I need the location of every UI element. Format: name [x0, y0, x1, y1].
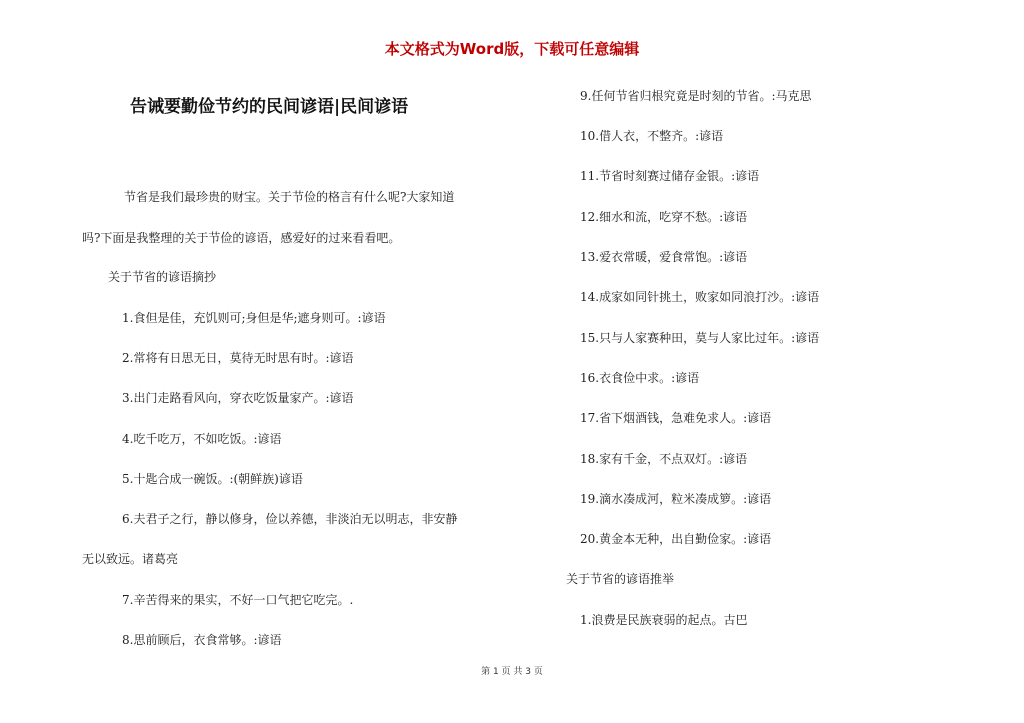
proverb-item: 7.辛苦得来的果实，不好一口气把它吃完。.: [122, 593, 354, 607]
section-heading-recommendations: 关于节省的谚语推举: [566, 572, 675, 586]
proverb-item: 20.黄金本无种，出自勤俭家。:谚语: [580, 532, 772, 546]
section-heading-excerpts: 关于节省的谚语摘抄: [108, 270, 217, 284]
intro-paragraph-line-1: 节省是我们最珍贵的财宝。关于节俭的格言有什么呢?大家知道: [124, 190, 455, 204]
proverb-item: 3.出门走路看风向，穿衣吃饭量家产。:谚语: [122, 391, 354, 405]
proverb-item: 16.衣食俭中求。:谚语: [580, 371, 700, 385]
proverb-item: 5.十匙合成一碗饭。:(朝鲜族)谚语: [122, 472, 303, 486]
proverb-item: 11.节省时刻赛过储存金银。:谚语: [580, 169, 760, 183]
proverb-item: 17.省下烟酒钱，急难免求人。:谚语: [580, 411, 772, 425]
proverb-item: 4.吃千吃万，不如吃饭。:谚语: [122, 432, 282, 446]
proverb-item: 10.借人衣，不整齐。:谚语: [580, 129, 724, 143]
proverb-item: 6.夫君子之行，静以修身，俭以养德，非淡泊无以明志，非安静: [122, 512, 458, 526]
page-number-footer: 第 1 页 共 3 页: [481, 667, 543, 677]
proverb-item: 8.思前顾后，衣食常够。:谚语: [122, 633, 282, 647]
proverb-item: 19.滴水凑成河，粒米凑成箩。:谚语: [580, 492, 772, 506]
proverb-item: 12.细水和流，吃穿不愁。:谚语: [580, 210, 748, 224]
intro-paragraph-line-2: 吗?下面是我整理的关于节俭的谚语，感爱好的过来看看吧。: [82, 231, 401, 245]
proverb-item: 2.常将有日思无日，莫待无时思有时。:谚语: [122, 351, 354, 365]
document-title: 告诫要勤俭节约的民间谚语|民间谚语: [130, 97, 409, 117]
proverb-item-continuation: 无以致远。诸葛亮: [82, 552, 179, 566]
proverb-item: 14.成家如同针挑土，败家如同浪打沙。:谚语: [580, 290, 820, 304]
proverb-item: 9.任何节省归根究竟是时刻的节省。:马克思: [580, 89, 812, 103]
proverb-item: 1.浪费是民族衰弱的起点。古巴: [580, 613, 748, 627]
proverb-item: 18.家有千金，不点双灯。:谚语: [580, 452, 748, 466]
proverb-item: 15.只与人家赛种田，莫与人家比过年。:谚语: [580, 331, 820, 345]
download-banner: 本文格式为Word版，下载可任意编辑: [384, 40, 640, 58]
proverb-item: 13.爱衣常暖，爱食常饱。:谚语: [580, 250, 748, 264]
proverb-item: 1.食但是佳，充饥则可;身但是华;遮身则可。:谚语: [122, 311, 386, 325]
